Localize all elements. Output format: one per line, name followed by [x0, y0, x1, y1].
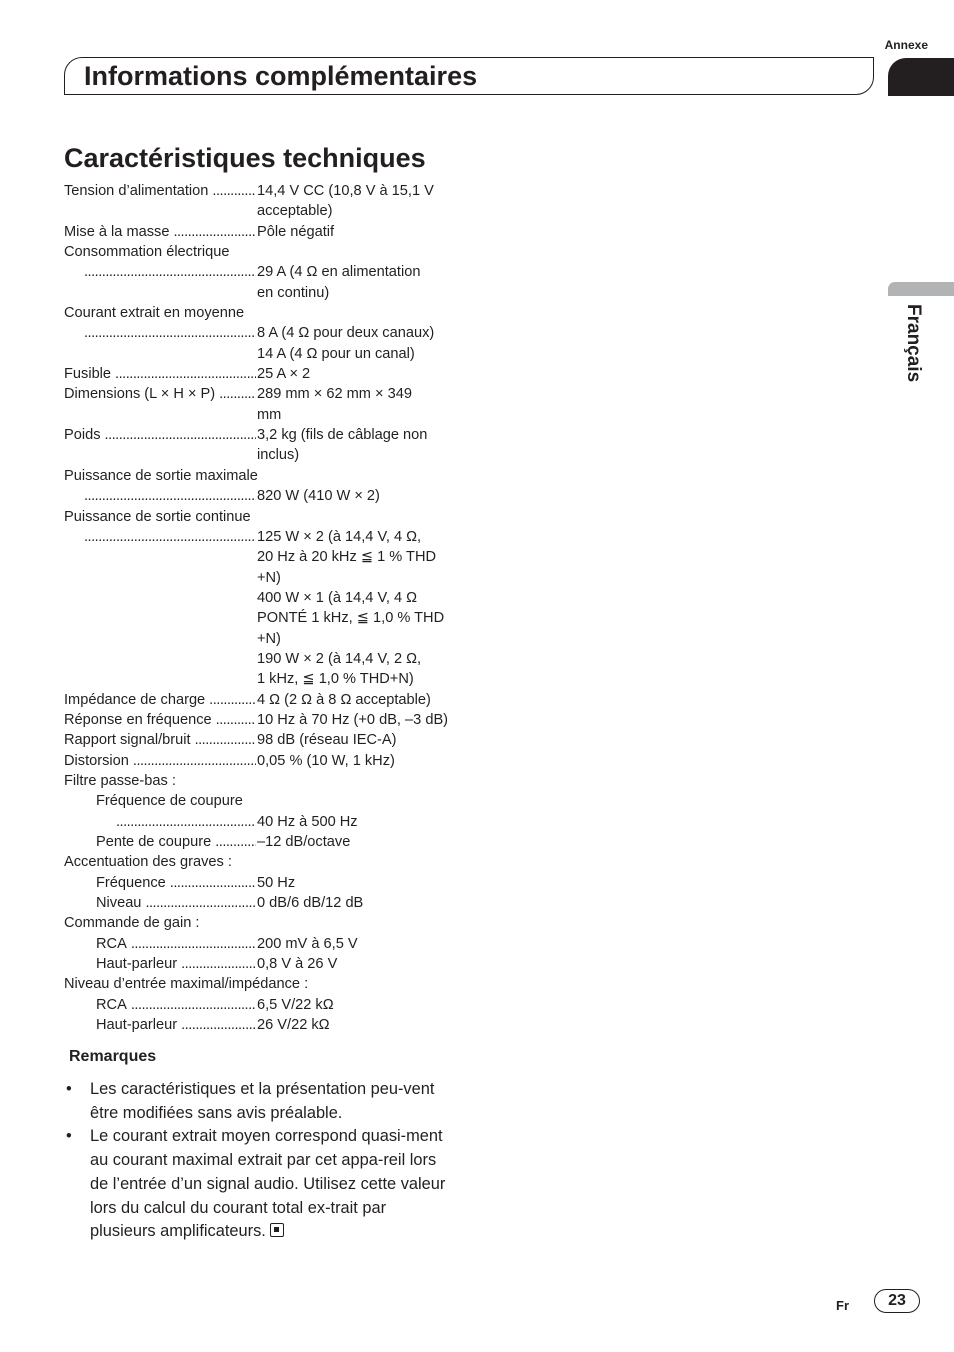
spec-value: 98 dB (réseau IEC-A) [257, 732, 397, 749]
spec-row-gain-rca [64, 934, 464, 954]
spec-value: PONTÉ 1 kHz, ≦ 1,0 % THD [257, 610, 445, 627]
spec-label: Fréquence [96, 874, 166, 891]
spec-value: 25 A × 2 [257, 366, 311, 383]
spec-label: Pente de coupure [96, 834, 212, 850]
remarks-list [64, 1078, 456, 1244]
spec-row-entree-rca [64, 995, 464, 1015]
spec-value: 8 A (4 Ω pour deux canaux) [257, 325, 435, 342]
spec-value: 289 mm × 62 mm × 349 [257, 386, 412, 403]
spec-row-frequence-coupure [64, 812, 464, 832]
spec-row-puissance-max [64, 486, 464, 506]
spec-row-masse [64, 222, 464, 242]
spec-label: Fusible [64, 366, 112, 383]
spec-label: RCA [96, 996, 127, 1013]
spec-value: 0,05 % (10 W, 1 kHz) [257, 752, 395, 769]
spec-label: Poids [64, 427, 101, 444]
spec-label: Mise à la masse [64, 223, 170, 240]
spec-label: Impédance de charge [64, 691, 206, 708]
page-number: 23 [874, 1289, 920, 1313]
spec-row-consommation [64, 262, 464, 303]
spec-value: 14 A (4 Ω pour un canal) [257, 345, 415, 362]
language-tab [888, 282, 954, 296]
spec-row-poids [64, 425, 464, 466]
spec-heading-puissance-cont: Puissance de sortie continue [64, 508, 251, 525]
spec-label: Distorsion [64, 752, 129, 769]
remark-item [64, 1125, 456, 1244]
spec-value: 14,4 V CC (10,8 V à 15,1 V [257, 183, 434, 199]
remarks-title: Remarques [69, 1048, 157, 1065]
spec-row-entree-hp [64, 1015, 464, 1035]
spec-row-puissance-cont [64, 527, 464, 690]
spec-value: 20 Hz à 20 kHz ≦ 1 % THD [257, 549, 437, 566]
spec-value: 6,5 V/22 kΩ [257, 996, 334, 1013]
spec-label: Niveau [96, 895, 142, 912]
spec-value: 26 V/22 kΩ [257, 1017, 330, 1034]
footer-language-code: Fr [836, 1298, 849, 1313]
spec-value: inclus) [257, 447, 300, 464]
remark-text: Le courant extrait moyen correspond quasi-ment au courant maximal extrait par cet appa-reil lors de l’entrée d’un signal audio. Utilisez cette valeur lors du calcul du courant total ex-trait par plusieurs amplificateurs. [90, 1127, 446, 1241]
spec-value: 10 Hz à 70 Hz (+0 dB, –3 dB) [257, 711, 449, 728]
spec-value: 200 mV à 6,5 V [257, 935, 358, 952]
spec-row-reponse [64, 710, 464, 730]
spec-value: 4 Ω (2 Ω à 8 Ω acceptable) [257, 691, 431, 708]
spec-value: 1 kHz, ≦ 1,0 % THD+N) [257, 671, 414, 688]
spec-value: 400 W × 1 (à 14,4 V, 4 Ω [257, 589, 418, 606]
specifications-list [64, 181, 464, 1035]
spec-label: RCA [96, 935, 127, 952]
spec-row-courant [64, 323, 464, 364]
section-title: Caractéristiques techniques [64, 143, 426, 173]
spec-label: Haut-parleur [96, 1017, 178, 1034]
spec-value: 125 W × 2 (à 14,4 V, 4 Ω, [257, 528, 422, 545]
spec-row-dimensions [64, 384, 464, 425]
spec-row-graves-frequence [64, 873, 464, 893]
spec-value: en continu) [257, 284, 330, 301]
spec-value: 3,2 kg (fils de câblage non [257, 427, 428, 444]
spec-row-graves-niveau [64, 893, 464, 913]
spec-row-gain-hp [64, 954, 464, 974]
spec-heading-filtre: Filtre passe-bas : [64, 772, 176, 789]
spec-value: mm [257, 406, 282, 423]
spec-label: Réponse en fréquence [64, 711, 212, 728]
page-header-title: Informations complémentaires [84, 61, 478, 91]
remark-item [64, 1078, 456, 1125]
spec-label: Haut-parleur [96, 956, 178, 973]
spec-value: Pôle négatif [257, 223, 335, 240]
spec-row-tension [64, 181, 464, 222]
spec-heading-graves: Accentuation des graves : [64, 854, 232, 871]
remark-text: Les caractéristiques et la présentation peu-vent être modifiées sans avis préalable. [90, 1080, 435, 1122]
spec-row-fusible [64, 364, 464, 384]
spec-value: 40 Hz à 500 Hz [257, 813, 358, 830]
spec-heading-consommation: Consommation électrique [64, 244, 230, 261]
spec-row-distorsion [64, 751, 464, 771]
spec-heading-puissance-max: Puissance de sortie maximale [64, 467, 258, 484]
spec-row-rapport [64, 730, 464, 750]
spec-value: 820 W (410 W × 2) [257, 488, 380, 505]
spec-label: Dimensions (L × H × P) [64, 386, 216, 403]
spec-row-impedance [64, 690, 464, 710]
spec-heading-courant: Courant extrait en moyenne [64, 305, 245, 322]
spec-heading-gain: Commande de gain : [64, 915, 200, 932]
section-label-annexe: Annexe [884, 38, 928, 52]
chapter-tab [888, 58, 954, 96]
spec-subheading-frequence-coupure: Fréquence de coupure [96, 793, 243, 810]
spec-value: +N) [257, 569, 281, 586]
spec-value: 0 dB/6 dB/12 dB [257, 895, 364, 912]
spec-value: +N) [257, 630, 281, 647]
spec-value: 0,8 V à 26 V [257, 956, 338, 973]
spec-heading-niveau-entree: Niveau d’entrée maximal/impédance : [64, 976, 309, 993]
end-of-section-icon [270, 1223, 284, 1237]
spec-value: 190 W × 2 (à 14,4 V, 2 Ω, [257, 650, 422, 667]
language-side-label: Français [903, 304, 924, 383]
spec-label: Rapport signal/bruit [64, 732, 191, 749]
spec-value: –12 dB/octave [257, 834, 351, 850]
spec-value: 50 Hz [257, 874, 296, 891]
spec-value: acceptable) [257, 203, 333, 220]
spec-row-pente [64, 832, 464, 852]
spec-value: 29 A (4 Ω en alimentation [257, 264, 421, 281]
spec-label: Tension d’alimentation [64, 183, 209, 199]
